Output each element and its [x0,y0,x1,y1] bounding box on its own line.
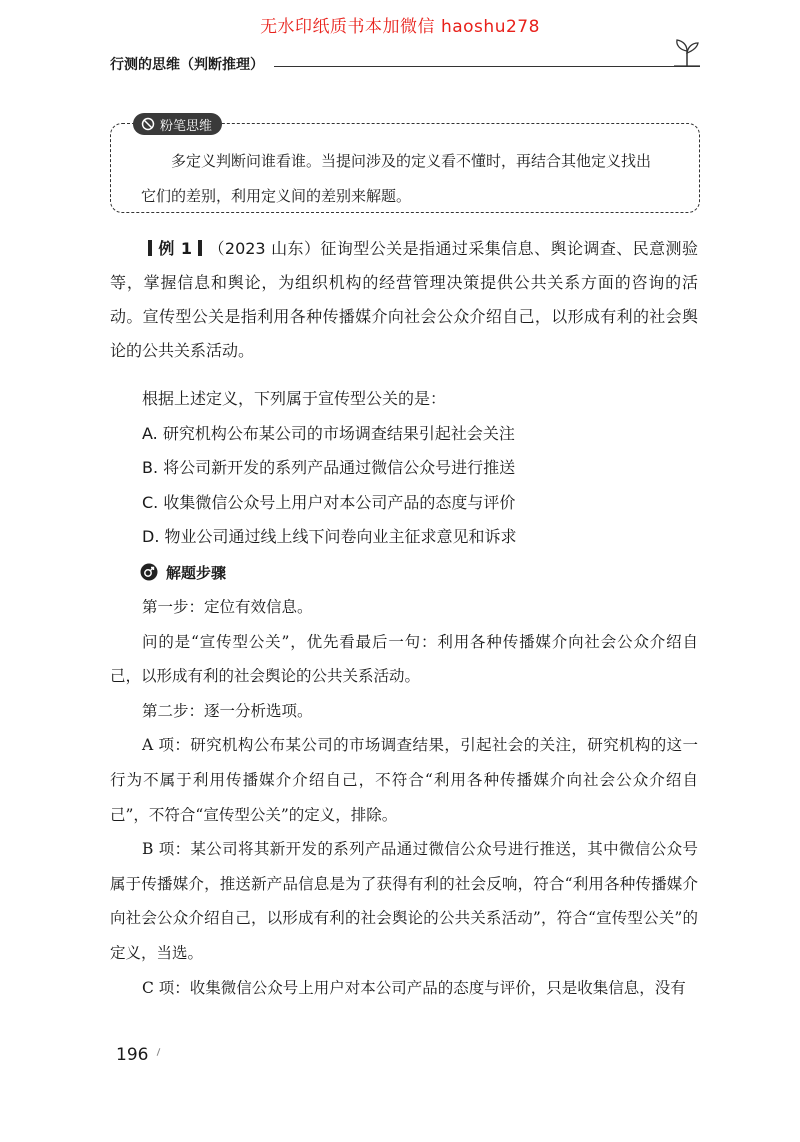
tip-box [110,118,700,213]
option-b: B. 将公司新开发的系列产品通过微信公众号进行推送 [142,458,516,477]
solution-option-b: B 项：某公司将其新开发的系列产品通过微信公众号进行推送，其中微信公众号属于传播媒介，推送新产品信息是为了获得有利的社会反响，符合“利用各种传播媒介向社会公众介绍自己，以形成有利的社会舆论的公共关系活动”，符合“宣传型公关”的定义，当选。 [110,840,698,962]
sprout-icon [670,36,704,70]
label-bar-right [198,240,202,256]
example-label: 例 1 [158,239,193,258]
running-header [110,52,700,76]
solution-step-1: 第一步：定位有效信息。 [142,598,313,616]
tip-badge-label: 粉笔思维 [160,118,213,134]
solution-body [110,590,698,1005]
example-text: （2023 山东）征询型公关是指通过采集信息、舆论调查、民意测验等，掌握信息和舆论，为组织机构的经营管理决策提供公共关系方面的咨询的活动。宣传型公关是指利用各种传播媒介向社会公众介绍自己，以形成有利的社会舆论的公共关系活动。 [110,239,698,360]
example-stem [110,232,698,368]
header-rule [274,66,700,67]
solution-heading-label: 解题步骤 [166,563,227,582]
option-a: A. 研究机构公布某公司的市场调查结果引起社会关注 [142,423,515,443]
option-c: C. 收集微信公众号上用户对本公司产品的态度与评价 [142,492,516,512]
running-header-title: 行测的思维（判断推理） [110,57,264,73]
watermark-text: 无水印纸质书本加微信 haoshu278 [260,17,540,37]
solution-icon [140,563,158,581]
solution-option-a: A 项：研究机构公布某公司的市场调查结果，引起社会的关注，研究机构的这一行为不属于利用传播媒介介绍自己，不符合“利用各种传播媒介向社会公众介绍自己”，不符合“宣传型公关”的定义，排除。 [110,736,698,824]
question-block [110,382,698,555]
tip-badge [133,113,222,135]
tip-text: 多定义判断问谁看谁。当提问涉及的定义看不懂时，再结合其他定义找出它们的差别，利用定义间的差别来解题。 [141,152,652,205]
solution-paragraph: 问的是“宣传型公关”，优先看最后一句：利用各种传播媒介向社会公众介绍自己，以形成有利的社会舆论的公共关系活动。 [110,632,698,686]
option-d: D. 物业公司通过线上线下问卷向业主征求意见和诉求 [142,527,517,546]
question-text: 根据上述定义，下列属于宣传型公关的是： [142,389,447,408]
solution-heading [140,558,226,586]
solution-step-2: 第二步：逐一分析选项。 [142,701,313,720]
page-number: 196 [116,1045,149,1065]
solution-option-c: C 项：收集微信公众号上用户对本公司产品的态度与评价，只是收集信息，没有 [142,978,686,997]
no-entry-icon [141,117,155,131]
label-bar-left [148,240,152,256]
scan-mark [157,1048,161,1056]
